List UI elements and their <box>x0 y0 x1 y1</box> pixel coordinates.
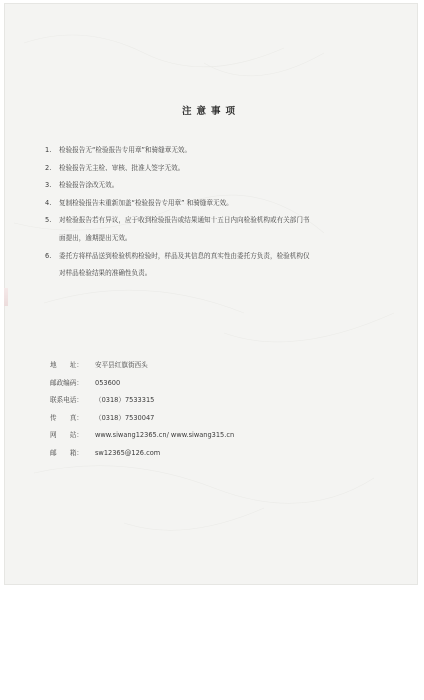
contact-label: 邮 箱： <box>50 448 83 457</box>
notice-list <box>45 142 345 283</box>
notice-text: 对检验报告若有异议，应于收到检验报告或结果通知十五日内向检验机构或有关部门书面提出，逾期提出无效。 <box>59 216 310 242</box>
notice-text: 委托方将样品送到检验机构检验时，样品及其信息的真实性由委托方负责，检验机构仅对样品检验结果的准确性负责。 <box>59 251 310 277</box>
contact-address <box>50 357 350 375</box>
notice-text: 复制检验报告未重新加盖“检验报告专用章” 和骑缝章无效。 <box>59 198 233 207</box>
contact-label: 地 址： <box>50 361 83 369</box>
notice-text: 检验报告无“检验报告专用章”和骑缝章无效。 <box>59 146 192 154</box>
notice-number: 1. <box>45 146 52 154</box>
contact-fax <box>50 410 350 428</box>
notice-item <box>45 212 311 247</box>
notice-item <box>45 177 345 194</box>
contact-postcode <box>50 375 350 393</box>
contact-info <box>50 357 350 463</box>
notice-text: 检验报告涂改无效。 <box>59 181 119 189</box>
scan-edge-mark <box>4 288 8 306</box>
paper-texture <box>4 3 418 585</box>
contact-value: 安平县红旗街西头 <box>95 361 148 369</box>
contact-label: 网 站： <box>50 431 83 440</box>
page-title: 注意事项 <box>181 106 240 117</box>
contact-value: 053600 <box>95 378 121 387</box>
notice-number: 4. <box>45 198 52 207</box>
notice-text: 检验报告无主检、审核、批准人签字无效。 <box>59 163 185 172</box>
notice-number: 2. <box>45 163 52 172</box>
contact-label: 传 真： <box>50 413 83 422</box>
contact-value: sw12365@126.com <box>95 448 161 457</box>
contact-value: （0318）7533315 <box>95 396 155 405</box>
notice-number: 5. <box>45 216 52 224</box>
notice-item <box>45 160 345 177</box>
notice-number: 6. <box>45 251 52 260</box>
contact-phone <box>50 392 350 410</box>
notice-number: 3. <box>45 181 52 189</box>
notice-item <box>45 195 345 212</box>
contact-value: www.siwang12365.cn/ www.siwang315.cn <box>95 431 235 440</box>
contact-value: （0318）7530047 <box>95 413 155 422</box>
contact-label: 联系电话： <box>50 396 83 405</box>
notice-item <box>45 142 345 159</box>
contact-label: 邮政编码： <box>50 378 83 387</box>
notice-item <box>45 248 311 283</box>
document-page <box>4 3 418 585</box>
contact-website <box>50 427 350 445</box>
contact-email <box>50 445 350 463</box>
